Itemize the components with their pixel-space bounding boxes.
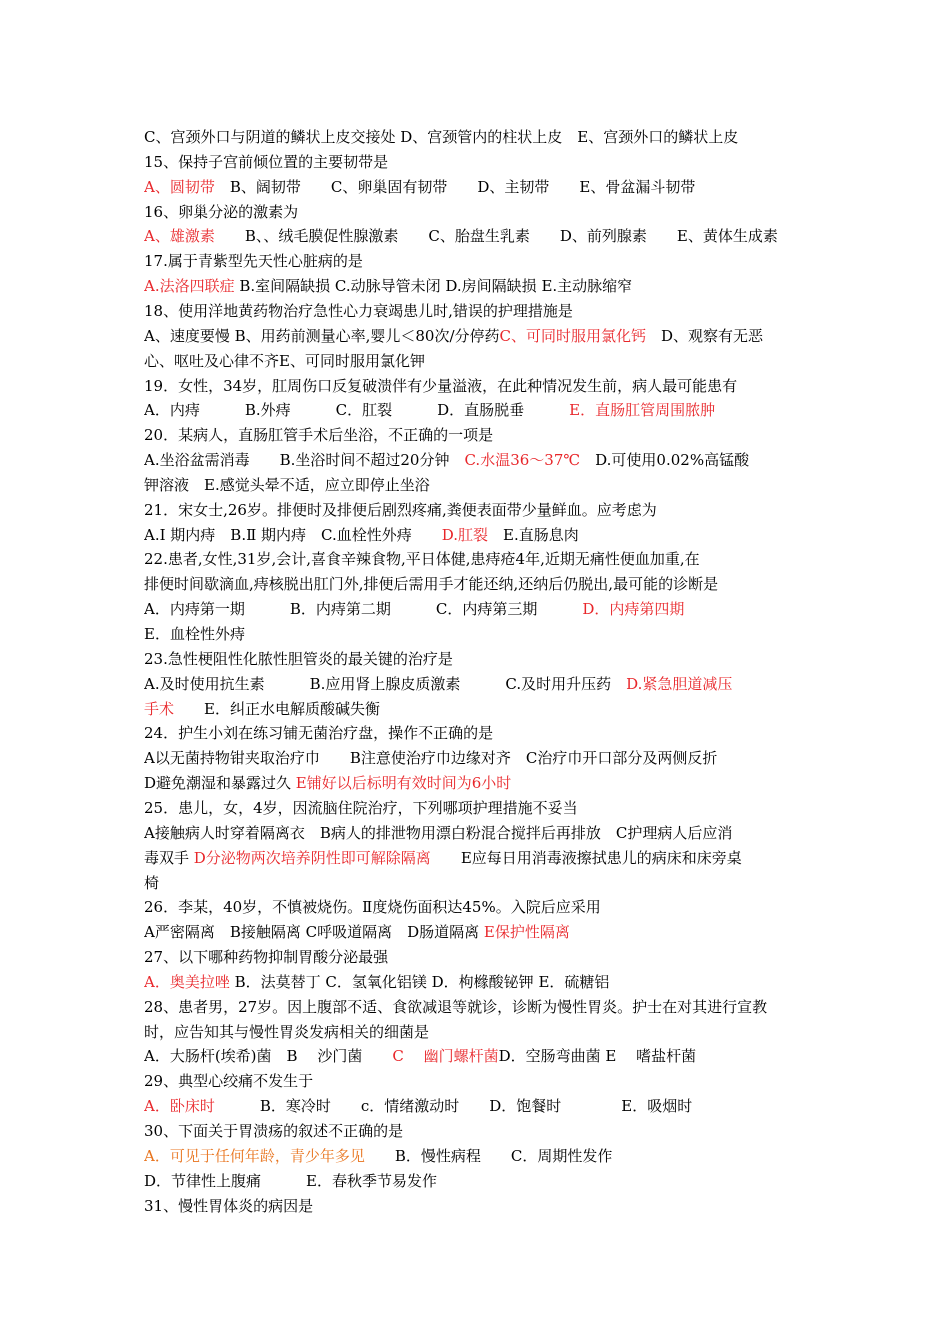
text-segment: 29、典型心绞痛不发生于 <box>144 1072 314 1091</box>
text-segment: D.可使用0.02%高锰酸 <box>580 451 750 470</box>
text-line <box>144 324 814 348</box>
text-line <box>144 970 814 994</box>
answer-highlight: 手术 <box>144 699 175 718</box>
text-segment: 18、使用洋地黄药物治疗急性心力衰竭患儿时,错误的护理措施是 <box>144 301 573 320</box>
answer-highlight: A．可见于任何年龄，青少年多见 <box>144 1146 365 1165</box>
text-line <box>144 1094 814 1118</box>
text-segment: A、速度要慢 B、用药前测量心率,婴儿＜80次/分停药 <box>144 326 500 345</box>
text-segment: A.及时使用抗生素 B.应用肾上腺皮质激素 C.及时用升压药 <box>144 674 627 693</box>
answer-highlight: E．直肠肛管周围脓肿 <box>569 401 716 420</box>
text-segment: 24．护生小刘在练习铺无菌治疗盘，操作不正确的是 <box>144 724 494 743</box>
text-segment: A.Ⅰ 期内痔 B.Ⅱ 期内痔 C.血栓性外痔 <box>144 525 442 544</box>
text-line <box>144 895 814 919</box>
text-line <box>144 1119 814 1143</box>
answer-highlight: E铺好以后标明有效时间为6小时 <box>295 774 512 793</box>
text-segment: 17.属于青紫型先天性心脏病的是 <box>144 252 363 271</box>
text-line <box>144 349 814 373</box>
text-line <box>144 200 814 224</box>
text-segment: 28、患者男，27岁。因上腹部不适、食欲减退等就诊，诊断为慢性胃炎。护士在对其进行宣教 <box>144 997 768 1016</box>
text-segment: A.坐浴盆需消毒 B.坐浴时间不超过20分钟 <box>144 451 465 470</box>
text-line <box>144 771 814 795</box>
text-line <box>144 498 814 522</box>
answer-highlight: E保护性隔离 <box>483 923 570 942</box>
text-segment: 27、以下哪种药物抑制胃酸分泌最强 <box>144 948 389 967</box>
text-segment: D．空肠弯曲菌 E 嗜盐杆菌 <box>498 1047 697 1066</box>
text-line <box>144 1069 814 1093</box>
text-segment: 钾溶液 E.感觉头晕不适，应立即停止坐浴 <box>144 475 430 494</box>
text-line <box>144 299 814 323</box>
text-line <box>144 846 814 870</box>
text-line <box>144 1144 814 1168</box>
text-segment: 20．某病人，直肠肛管手术后坐浴，不正确的一项是 <box>144 426 494 445</box>
text-segment: B、、绒毛膜促性腺激素 C、胎盘生乳素 D、前列腺素 E、黄体生成素 <box>214 227 778 246</box>
text-line <box>144 150 814 174</box>
text-segment: A．大肠杆(埃希)菌 B 沙门菌 <box>144 1047 393 1066</box>
text-line <box>144 523 814 547</box>
text-segment: E应每日用消毒液擦拭患儿的病床和床旁桌 <box>430 848 742 867</box>
text-segment: 毒双手 <box>144 848 194 867</box>
text-segment: A以无菌持物钳夹取治疗巾 B注意使治疗巾边缘对齐 C治疗巾开口部分及两侧反折 <box>144 749 718 768</box>
text-segment: E．血栓性外痔 <box>144 625 245 643</box>
text-line <box>144 622 814 646</box>
text-line <box>144 274 814 298</box>
text-line <box>144 224 814 248</box>
answer-highlight: A、圆韧带 <box>144 177 215 196</box>
text-segment: D．节律性上腹痛 E．春秋季节易发作 <box>144 1171 437 1190</box>
text-line <box>144 1044 814 1068</box>
text-segment: 23.急性梗阻性化脓性胆管炎的最关键的治疗是 <box>144 649 453 668</box>
answer-highlight: C.水温36～37℃ <box>464 451 581 470</box>
text-line <box>144 821 814 845</box>
answer-highlight: C、可同时服用氯化钙 <box>499 326 647 345</box>
text-line <box>144 1020 814 1044</box>
text-line <box>144 249 814 273</box>
text-line <box>144 746 814 770</box>
answer-highlight: A．奥美拉唑 <box>144 972 230 991</box>
text-line <box>144 647 814 671</box>
text-segment: 26．李某，40岁，不慎被烧伤。Ⅱ度烧伤面积达45%。入院后应采用 <box>144 898 601 917</box>
text-line <box>144 423 814 447</box>
text-line <box>144 920 814 944</box>
text-line <box>144 398 814 422</box>
text-segment: 22.患者,女性,31岁,会计,喜食辛辣食物,平日体健,患痔疮4年,近期无痛性便血加重,在 <box>144 550 700 569</box>
text-segment: B．法莫替丁 C．氢氧化铝镁 D．枸橼酸铋钾 E．硫糖铝 <box>229 972 610 991</box>
text-line <box>144 473 814 497</box>
text-segment: B．寒冷时 c．情绪激动时 D．饱餐时 E．吸烟时 <box>214 1097 693 1116</box>
text-segment: A．内痔第一期 B．内痔第二期 C．内痔第三期 <box>144 600 583 619</box>
answer-highlight: D分泌物两次培养阴性即可解除隔离 <box>193 848 431 867</box>
text-line <box>144 572 814 596</box>
text-segment: B、阔韧带 C、卵巢固有韧带 D、主韧带 E、骨盆漏斗韧带 <box>214 177 696 196</box>
text-segment: E．纠正水电解质酸碱失衡 <box>174 699 380 718</box>
text-segment: E.直肠息肉 <box>488 525 579 544</box>
answer-highlight: A、雄激素 <box>144 227 215 246</box>
text-line <box>144 672 814 696</box>
text-line <box>144 945 814 969</box>
answer-highlight: A.法洛四联症 <box>144 277 235 296</box>
text-segment: 31、慢性胃体炎的病因是 <box>144 1196 314 1215</box>
text-segment: B.室间隔缺损 C.动脉导管未闭 D.房间隔缺损 E.主动脉缩窄 <box>234 277 633 296</box>
text-line <box>144 597 814 621</box>
text-segment: D避免潮湿和暴露过久 <box>144 774 296 793</box>
text-segment: 16、卵巢分泌的激素为 <box>144 202 299 221</box>
text-segment: A．内痔 B.外痔 C．肛裂 D．直肠脱垂 <box>144 401 570 420</box>
text-line <box>144 871 814 895</box>
answer-highlight: C 幽门螺杆菌 <box>392 1047 499 1066</box>
text-segment: 21．宋女士,26岁。排便时及排便后剧烈疼痛,粪便表面带少量鲜血。应考虑为 <box>144 500 657 519</box>
text-segment: A接触病人时穿着隔离衣 B病人的排泄物用漂白粉混合搅拌后再排放 C护理病人后应消 <box>144 823 733 842</box>
text-segment: 排便时间歇滴血,痔核脱出肛门外,排便后需用手才能还纳,还纳后仍脱出,最可能的诊断是 <box>144 575 719 594</box>
text-line <box>144 697 814 721</box>
answer-highlight: A．卧床时 <box>144 1097 215 1116</box>
text-segment: 25．患儿，女，4岁，因流脑住院治疗，下列哪项护理措施不妥当 <box>144 798 578 817</box>
text-segment: C、宫颈外口与阴道的鳞状上皮交接处 D、宫颈管内的柱状上皮 E、宫颈外口的鳞状上皮 <box>144 128 739 146</box>
text-line <box>144 374 814 398</box>
text-line <box>144 796 814 820</box>
text-line <box>144 448 814 472</box>
answer-highlight: D.肛裂 <box>441 525 489 544</box>
text-segment: A严密隔离 B接触隔离 C呼吸道隔离 D肠道隔离 <box>144 923 484 942</box>
answer-highlight: D.紧急胆道减压 <box>626 674 733 693</box>
text-segment: 19．女性，34岁，肛周伤口反复破溃伴有少量溢液，在此种情况发生前，病人最可能患有 <box>144 376 738 395</box>
text-line <box>144 1169 814 1193</box>
text-segment: B．慢性病程 C．周期性发作 <box>364 1146 613 1165</box>
text-segment: 30、下面关于胃溃疡的叙述不正确的是 <box>144 1122 404 1140</box>
text-line <box>144 995 814 1019</box>
text-segment: 心、呕吐及心律不齐E、可同时服用氯化钾 <box>144 351 425 370</box>
text-line <box>144 125 814 149</box>
text-line <box>144 175 814 199</box>
text-line <box>144 721 814 745</box>
answer-highlight: D．内痔第四期 <box>582 600 685 619</box>
text-segment: D、观察有无恶 <box>646 326 764 345</box>
text-segment: 椅 <box>144 873 160 892</box>
text-segment: 15、保持子宫前倾位置的主要韧带是 <box>144 152 389 171</box>
text-line <box>144 1194 814 1218</box>
text-line <box>144 547 814 571</box>
text-segment: 时，应告知其与慢性胃炎发病相关的细菌是 <box>144 1022 430 1041</box>
